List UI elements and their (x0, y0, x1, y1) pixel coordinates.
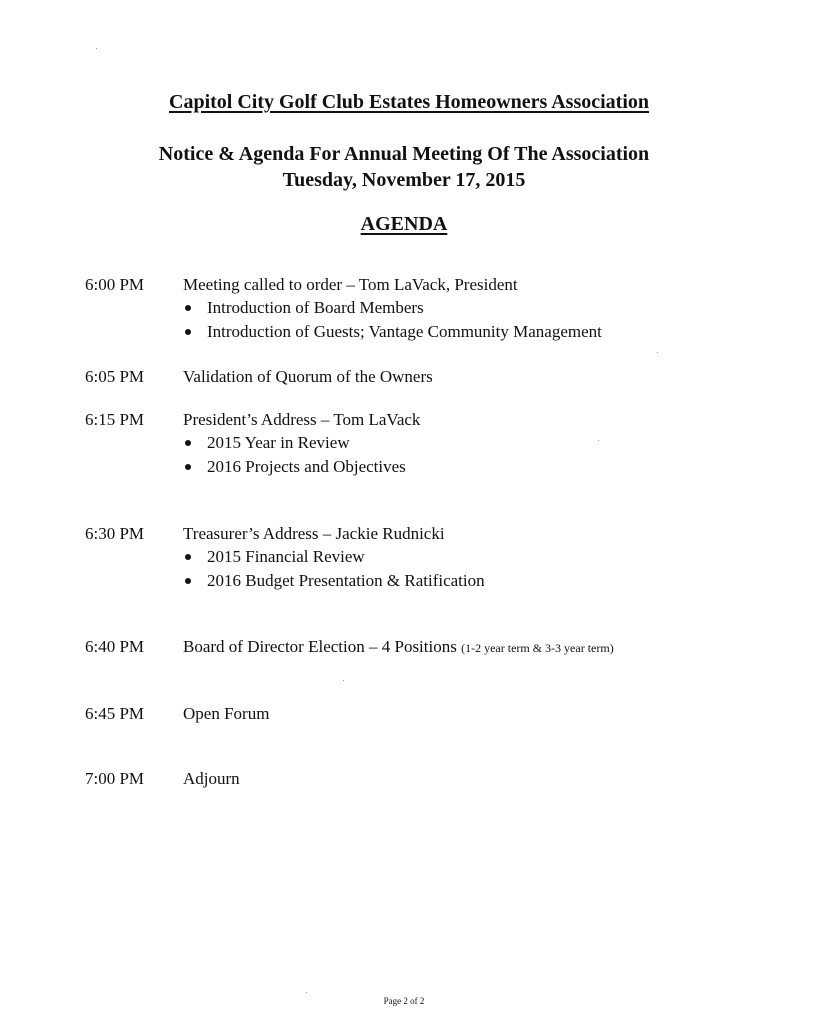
org-title: Capitol City Golf Club Estates Homeowners Association (169, 91, 649, 113)
agenda-bullet (183, 569, 485, 593)
agenda-time: 7:00 PM (85, 769, 145, 788)
bullet-icon (185, 305, 191, 311)
bullet-text: Introduction of Board Members (207, 298, 424, 317)
agenda-bullets (183, 296, 602, 343)
agenda-title: Adjourn (183, 769, 240, 788)
meeting-date: Tuesday, November 17, 2015 (282, 169, 526, 191)
agenda-time: 6:15 PM (85, 410, 145, 429)
bullet-icon (185, 464, 191, 470)
agenda-title-line (183, 635, 614, 660)
agenda-bullet (183, 296, 602, 320)
agenda-bullet (183, 320, 602, 344)
agenda-title: Meeting called to order – Tom LaVack, President (183, 275, 518, 294)
agenda-title: Treasurer’s Address – Jackie Rudnicki (183, 524, 445, 543)
bullet-icon (185, 440, 191, 446)
bullet-text: 2015 Financial Review (207, 547, 365, 566)
bullet-text: Introduction of Guests; Vantage Community Management (207, 321, 602, 341)
agenda-heading: AGENDA (360, 213, 448, 235)
agenda-title: Board of Director Election – 4 Positions (183, 637, 457, 656)
scan-speck (343, 680, 344, 681)
agenda-title: President’s Address – Tom LaVack (183, 410, 421, 429)
agenda-time: 6:30 PM (85, 524, 145, 543)
scan-speck (96, 48, 97, 49)
term-note: (1-2 year term & 3-3 year term) (461, 641, 614, 655)
bullet-text: 2016 Budget Presentation & Ratification (207, 570, 485, 590)
agenda-time: 6:00 PM (85, 275, 145, 294)
bullet-icon (185, 329, 191, 335)
agenda-time: 6:05 PM (85, 367, 145, 386)
scan-speck (657, 352, 658, 353)
bullet-icon (185, 554, 191, 560)
agenda-title: Validation of Quorum of the Owners (183, 367, 433, 386)
agenda-time: 6:40 PM (85, 637, 145, 656)
agenda-bullets (183, 431, 406, 478)
page-number: Page 2 of 2 (383, 996, 425, 1006)
agenda-bullet (183, 431, 406, 455)
agenda-bullet (183, 545, 485, 569)
bullet-text: 2016 Projects and Objectives (207, 456, 406, 476)
agenda-time: 6:45 PM (85, 704, 145, 723)
agenda-title: Open Forum (183, 704, 270, 723)
agenda-bullets (183, 545, 485, 592)
notice-title: Notice & Agenda For Annual Meeting Of The Association (158, 143, 650, 165)
agenda-bullet (183, 455, 406, 479)
bullet-text: 2015 Year in Review (207, 433, 350, 452)
scan-speck (598, 440, 599, 441)
scan-speck (306, 992, 307, 993)
bullet-icon (185, 578, 191, 584)
